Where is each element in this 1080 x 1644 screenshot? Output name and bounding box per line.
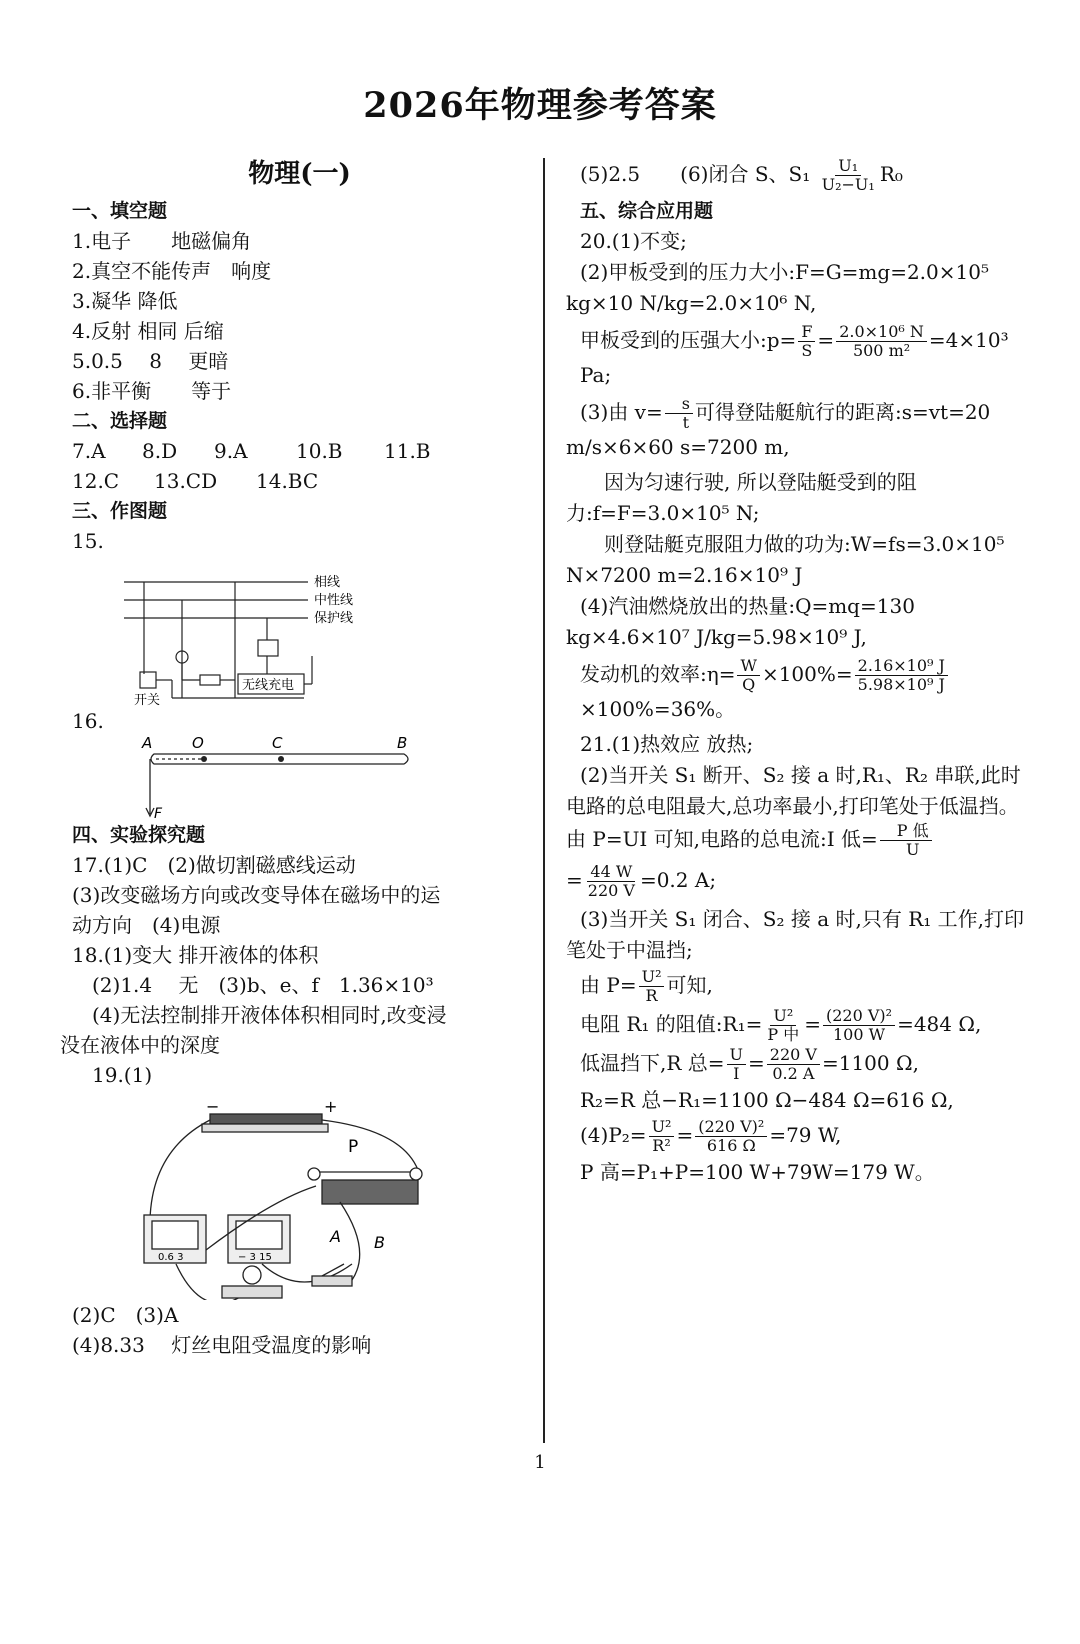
numerator: F: [798, 323, 815, 342]
answer-line: 电阻 R₁ 的阻值:R₁= $\frac{\text{U²}}{\text{P 中}}$ = $\frac{\text{(220 V)²}}{100 W}$ =484 Ω,: [580, 1006, 982, 1044]
choice-row: [72, 466, 527, 496]
battery-plus-label: +: [324, 1097, 338, 1116]
answer-line: 甲板受到的压强大小:p= $\frac{F}{S}$ = $\frac{\text{2.0×10⁶ N}}{\text{500 m²}}$ =4×10³ Pa;: [580, 322, 1009, 387]
denominator: S: [801, 341, 813, 360]
choice-answer: 14.BC: [256, 469, 319, 493]
fraction: [819, 157, 878, 194]
choice-answer: 13.CD: [154, 469, 218, 493]
choice-answer: 9.A: [214, 439, 248, 463]
denominator: 500 m²: [852, 341, 911, 360]
answer-text: (2)当开关 S₁ 断开、S₂ 接 a 时,R₁、R₂ 串联,此时电路的总电阻最大,总功率最小,打印笔处于低温挡。由 P=UI 可知,电路的总电流:I 低=: [566, 763, 1021, 851]
answer-line: P 高=P₁+P=100 W+79W=179 W。: [580, 1160, 935, 1184]
point-b-label: B: [397, 736, 408, 752]
answer-text: =484 Ω,: [897, 1012, 982, 1036]
denominator: R: [645, 986, 658, 1005]
answer-line: 18.(1)变大 排开液体的体积: [72, 943, 319, 967]
numerator: 220 V: [767, 1046, 820, 1065]
circuit-diagram-19: [72, 1090, 527, 1300]
fill-blank-title: 一、填空题: [72, 200, 168, 222]
numerator: W: [737, 657, 759, 676]
answer-text: ×100%=36%。: [580, 697, 736, 721]
answer-line: (2)甲板受到的压力大小:F=G=mg=2.0×10⁵ kg×10 N/kg=2.0×10⁶ N,: [566, 260, 989, 315]
answer-line: 17.(1)C (2)做切割磁感线运动: [72, 853, 356, 877]
question-15: 15.: [72, 529, 104, 553]
answer-line: (2)1.4 无 (3)b、e、f 1.36×10³: [92, 973, 434, 997]
numerator: (220 V)²: [823, 1007, 895, 1026]
slider-p-label: P: [348, 1137, 359, 1157]
experiment-title: 四、实验探究题: [72, 824, 206, 846]
answer-text: 可得登陆艇航行的距离:s=vt=20 m/s×6×60 s=7200 m,: [566, 400, 991, 459]
denominator: I: [733, 1064, 740, 1083]
answer-text: =79 W,: [769, 1123, 842, 1147]
answer-line: (3)当开关 S₁ 闭合、S₂ 接 a 时,只有 R₁ 工作,打印笔处于中温挡;: [566, 907, 1024, 962]
answer-text: R₀: [879, 162, 903, 186]
choice-answer: 8.D: [142, 439, 178, 463]
denominator: 616 Ω: [706, 1136, 756, 1155]
answer-line: [566, 395, 1028, 463]
live-wire-label: 相线: [314, 575, 341, 590]
denominator: 0.2 A: [772, 1064, 815, 1083]
battery-minus-label: −: [206, 1097, 220, 1116]
answer-line: 6.非平衡 等于: [72, 379, 232, 403]
answer-text: (4)P₂=: [580, 1123, 647, 1147]
fraction: [823, 1007, 895, 1044]
answer-text: 甲板受到的压强大小:p=: [580, 328, 797, 352]
terminal-a-label: A: [330, 1227, 341, 1246]
fraction: [880, 822, 932, 859]
question-16: 16.: [72, 709, 104, 733]
ammeter-scale: 0.6 3: [158, 1252, 184, 1263]
choice-answer: 10.B: [296, 439, 343, 463]
point-a-label: A: [142, 736, 153, 752]
answer-line: (4)无法控制排开液体体积相同时,改变浸: [92, 1003, 447, 1027]
answer-text: ×100%=: [761, 662, 853, 686]
answer-line: (4)P₂= $\frac{\text{U²}}{\text{R²}}$ = $\frac{\text{(220 V)²}}{616 \Omega}$ =79 W,: [580, 1117, 842, 1155]
fraction: [798, 323, 815, 360]
answer-line: 2.真空不能传声 响度: [72, 259, 272, 283]
answer-line: (2)C (3)A: [72, 1303, 179, 1327]
answer-line: 3.凝华 降低: [72, 289, 178, 313]
numerator: 2.0×10⁶ N: [836, 323, 927, 342]
answer-line: [566, 657, 1028, 725]
numerator: (220 V)²: [695, 1118, 767, 1137]
switch-label: 开关: [134, 693, 161, 706]
denominator: 220 V: [587, 881, 635, 900]
answer-line: 动方向 (4)电源: [72, 913, 221, 937]
fraction: [727, 1046, 746, 1083]
answer-text: (3)由 v=: [580, 400, 663, 424]
fraction: [764, 1007, 802, 1044]
denominator: t: [682, 413, 690, 432]
point-c-label: C: [272, 736, 283, 752]
answer-text: 可知,: [666, 973, 713, 997]
fraction: [639, 968, 665, 1005]
right-column: [566, 152, 1028, 1188]
answer-line: 则登陆艇克服阻力做的功为:W=fs=3.0×10⁵ N×7200 m=2.16×10⁹ J: [566, 532, 1005, 587]
fraction: [737, 657, 759, 694]
numerator: 2.16×10⁹ J: [855, 657, 948, 676]
numerator: U²: [770, 1007, 796, 1026]
numerator: U²: [639, 968, 665, 987]
fraction: [855, 657, 948, 694]
column-divider: [543, 158, 545, 1443]
denominator: U₂−U₁: [821, 175, 875, 194]
answer-line: 20.(1)不变;: [580, 229, 687, 253]
fraction: [665, 395, 693, 432]
denominator: P 中: [767, 1025, 800, 1044]
answer-text: =0.2 A;: [639, 868, 717, 892]
circuit-diagram-15: [72, 556, 527, 706]
numerator: U²: [649, 1118, 675, 1137]
answer-text: =1100 Ω,: [821, 1051, 919, 1075]
choice-answer: 11.B: [384, 439, 431, 463]
choice-answer: 12.C: [72, 469, 120, 493]
answer-line: 4.反射 相同 后缩: [72, 319, 224, 343]
answer-line: 21.(1)热效应 放热;: [580, 732, 754, 756]
numerator: U₁: [835, 157, 861, 176]
page-title: 2026年物理参考答案: [363, 85, 717, 126]
answer-line: (4)8.33 灯丝电阻受温度的影响: [72, 1333, 372, 1357]
lever-diagram-16: [72, 736, 527, 820]
force-f-label: F: [154, 806, 163, 820]
numerator: 44 W: [587, 863, 635, 882]
fraction: [649, 1118, 675, 1155]
answer-text: 低温挡下,R 总=: [580, 1051, 725, 1075]
numerator: U: [727, 1046, 746, 1065]
choice-row: [72, 436, 527, 466]
answer-line: (3)改变磁场方向或改变导体在磁场中的运: [72, 883, 441, 907]
choice-title: 二、选择题: [72, 410, 168, 432]
numerator: P 低: [880, 822, 932, 841]
answer-line: 19.(1): [92, 1063, 153, 1087]
answer-line-5-6: [580, 152, 1028, 196]
drawing-title: 三、作图题: [72, 500, 168, 522]
denominator: 100 W: [833, 1025, 886, 1044]
answer-line: = $\frac{44 W}{220 V}$ =0.2 A;: [566, 862, 717, 900]
comprehensive-title: 五、综合应用题: [580, 200, 714, 222]
answer-line: 没在液体中的深度: [60, 1033, 220, 1057]
answer-line: [566, 760, 1028, 859]
voltmeter-scale: − 3 15: [238, 1252, 272, 1263]
fraction: [585, 863, 638, 900]
answer-text: 由 P=: [580, 973, 637, 997]
numerator: s: [665, 395, 693, 414]
answer-line: 1.电子 地磁偏角: [72, 229, 252, 253]
denominator: 5.98×10⁹ J: [857, 675, 945, 694]
denominator: Q: [742, 675, 756, 694]
answer-text: (5)2.5 (6)闭合 S、S₁: [580, 162, 811, 186]
denominator: R²: [652, 1136, 671, 1155]
terminal-b-label: B: [374, 1233, 385, 1252]
denominator: U: [905, 840, 920, 859]
charger-label: 无线充电: [242, 678, 295, 693]
fraction: [767, 1046, 820, 1083]
answer-line: 因为匀速行驶, 所以登陆艇受到的阻力:f=F=3.0×10⁵ N;: [566, 470, 917, 525]
answer-line: 5.0.5 8 更暗: [72, 349, 229, 373]
left-column: [60, 152, 527, 1360]
answer-text: 发动机的效率:η=: [580, 662, 736, 686]
point-o-label: O: [192, 736, 204, 752]
neutral-wire-label: 中性线: [314, 593, 354, 608]
ground-wire-label: 保护线: [314, 611, 354, 626]
fraction: [836, 323, 927, 360]
answer-line: 低温挡下,R 总= $\frac{U}{I}$ = $\frac{220 V}{0.2 A}$ =1100 Ω,: [580, 1045, 919, 1083]
answer-text: 电阻 R₁ 的阻值:R₁=: [580, 1012, 763, 1036]
page-number: 1: [534, 1452, 546, 1473]
answer-text: =4×10³ Pa;: [580, 328, 1009, 387]
answer-line: R₂=R 总−R₁=1100 Ω−484 Ω=616 Ω,: [580, 1088, 954, 1112]
section-heading: 物理(一): [248, 159, 351, 189]
fraction: [695, 1118, 767, 1155]
answer-line: [566, 968, 1028, 1005]
choice-answer: 7.A: [72, 439, 106, 463]
answer-line: (4)汽油燃烧放出的热量:Q=mq=130 kg×4.6×10⁷ J/kg=5.98×10⁹ J,: [566, 594, 915, 649]
